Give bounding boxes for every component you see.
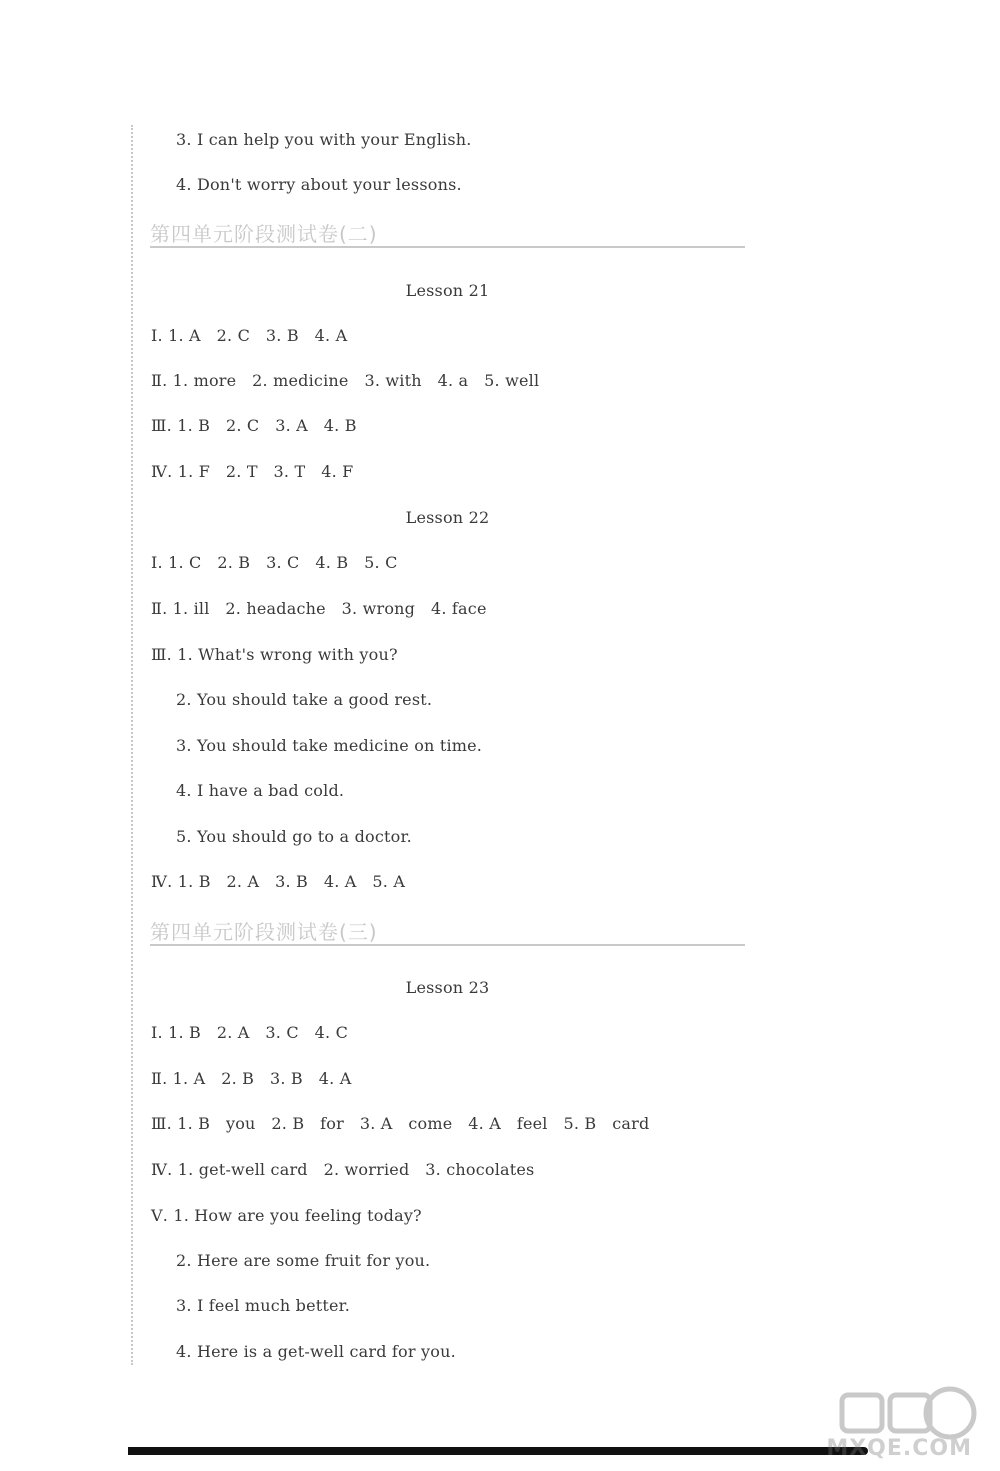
answer-line: Ⅱ. 1. more 2. medicine 3. with 4. a 5. well xyxy=(151,371,540,390)
section-heading xyxy=(150,216,745,248)
answer-line: Ⅲ. 1. B 2. C 3. A 4. B xyxy=(151,416,357,435)
answer-line: 2. You should take a good rest. xyxy=(176,690,433,709)
answer-line: Ⅰ. 1. A 2. C 3. B 4. A xyxy=(151,326,348,345)
watermark-logo-icon xyxy=(832,1383,982,1443)
lesson-title: Lesson 23 xyxy=(405,978,490,997)
section-heading xyxy=(150,914,745,946)
answer-line: 3. I feel much better. xyxy=(176,1296,351,1315)
answer-line: Ⅳ. 1. F 2. T 3. T 4. F xyxy=(151,462,354,481)
answer-line: Ⅱ. 1. ill 2. headache 3. wrong 4. face xyxy=(151,599,487,618)
lesson-title: Lesson 22 xyxy=(405,508,490,527)
answer-line: 4. Don't worry about your lessons. xyxy=(176,175,462,194)
watermark-logo xyxy=(826,1383,982,1463)
answer-line: Ⅳ. 1. get-well card 2. worried 3. chocolates xyxy=(151,1160,535,1179)
answer-line: 3. You should take medicine on time. xyxy=(176,736,483,755)
answer-line: 4. I have a bad cold. xyxy=(176,781,345,800)
answer-line: Ⅰ. 1. C 2. B 3. C 4. B 5. C xyxy=(151,553,398,572)
answer-line: Ⅲ. 1. B you 2. B for 3. A come 4. A feel 5. B card xyxy=(151,1114,650,1133)
answer-line: Ⅰ. 1. B 2. A 3. C 4. C xyxy=(151,1023,349,1042)
answer-line: Ⅱ. 1. A 2. B 3. B 4. A xyxy=(151,1069,352,1088)
answer-line: Ⅴ. 1. How are you feeling today? xyxy=(151,1206,422,1225)
answer-line: 5. You should go to a doctor. xyxy=(176,827,412,846)
answer-line: Ⅳ. 1. B 2. A 3. B 4. A 5. A xyxy=(151,872,406,891)
bottom-rule xyxy=(128,1447,868,1455)
lesson-title: Lesson 21 xyxy=(405,281,490,300)
answer-line: 2. Here are some fruit for you. xyxy=(176,1251,431,1270)
answer-line: 4. Here is a get-well card for you. xyxy=(176,1342,456,1361)
section-title: 第四单元阶段测试卷(三) xyxy=(150,920,378,944)
section-title: 第四单元阶段测试卷(二) xyxy=(150,222,378,246)
answer-line: 3. I can help you with your English. xyxy=(176,130,472,149)
binding-margin-line xyxy=(131,125,133,1365)
answer-line: Ⅲ. 1. What's wrong with you? xyxy=(151,645,398,664)
watermark-site-text: MXQE.COM xyxy=(826,1436,972,1461)
